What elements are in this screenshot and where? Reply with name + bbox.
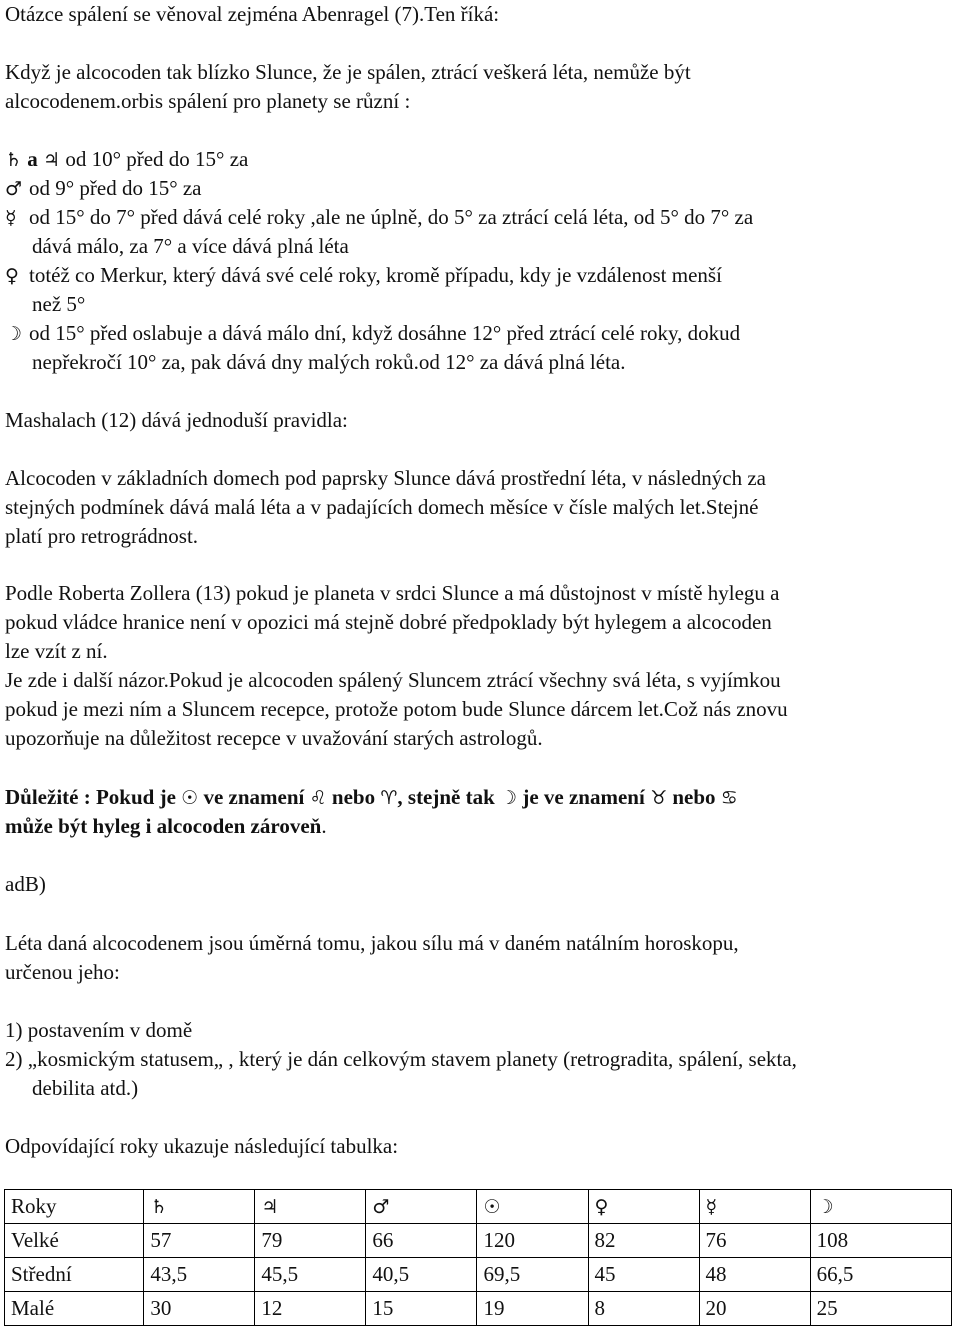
table-cell: 66: [366, 1224, 477, 1258]
list-item-continuation: debilita atd.): [32, 1076, 139, 1100]
paragraph-line: než 5°: [32, 292, 86, 316]
paragraph-line: Je zde i další názor.Pokud je alcocoden spálený Sluncem ztrácí všechny svá léta, s vyjímkou: [5, 668, 781, 692]
table-row: [5, 1224, 952, 1258]
mercury-icon: ☿: [5, 207, 17, 229]
paragraph-line: platí pro retrográdnost.: [5, 524, 199, 548]
taurus-icon: ♉: [650, 787, 668, 809]
paragraph-line: Odpovídající roky ukazuje následující tabulka:: [5, 1134, 399, 1158]
important-text: nebo: [667, 785, 721, 809]
rule-text: totéž co Merkur, který dává své celé roky, kromě případu, kdy je vzdálenost menší: [29, 263, 722, 287]
table-cell: 48: [699, 1258, 810, 1292]
sun-icon: ☉: [181, 787, 199, 809]
paragraph-line: Když je alcocoden tak blízko Slunce, že je spálen, ztrácí veškerá léta, nemůže být: [5, 60, 691, 84]
table-cell: 40,5: [366, 1258, 477, 1292]
table-cell: 108: [810, 1224, 951, 1258]
paragraph-line: nepřekročí 10° za, pak dává dny malých roků.od 12° za dává plná léta.: [32, 350, 626, 374]
important-note: [5, 783, 738, 813]
mars-icon: ♂: [366, 1190, 477, 1224]
paragraph-line: pokud vládce hranice není v opozici má stejně dobré předpoklady být hylegem a alcocoden: [5, 610, 772, 634]
rule-text: od 10° před do 15° za: [60, 147, 249, 171]
planet-rule-mars: [5, 174, 202, 204]
planet-rule-moon: [5, 319, 740, 349]
important-text: může být hyleg i alcocoden zároveň: [5, 814, 322, 838]
saturn-icon: ♄: [5, 149, 23, 171]
paragraph-line: lze vzít z ní.: [5, 639, 108, 663]
planet-rule-saturn-jupiter: [5, 145, 248, 175]
table-cell: 66,5: [810, 1258, 951, 1292]
planet-rule-venus: [5, 261, 722, 291]
table-cell: 43,5: [144, 1258, 255, 1292]
mars-icon: ♂: [5, 178, 23, 200]
moon-icon: ☽: [5, 323, 23, 345]
planet-rule-mercury: [5, 203, 753, 233]
years-table: [4, 1189, 952, 1326]
table-cell: 82: [588, 1224, 699, 1258]
paragraph-line: pokud je mezi ním a Sluncem recepce, protože potom bude Slunce dárcem let.Což nás znovu: [5, 697, 788, 721]
important-note-line2: [5, 812, 327, 841]
jupiter-icon: ♃: [43, 149, 61, 171]
important-text: Důležité : Pokud je: [5, 785, 182, 809]
aries-icon: ♈: [380, 787, 398, 809]
table-cell: 45: [588, 1258, 699, 1292]
venus-icon: ♀: [5, 265, 19, 287]
rule-text: od 15° před oslabuje a dává málo dní, když dosáhne 12° před ztrácí celé roky, dokud: [29, 321, 741, 345]
table-cell: 8: [588, 1292, 699, 1326]
paragraph-line: určenou jeho:: [5, 960, 120, 984]
moon-icon: ☽: [810, 1190, 951, 1224]
important-text: ve znamení: [198, 785, 310, 809]
paragraph-line: Léta daná alcocodenem jsou úměrná tomu, jakou sílu má v daném natálním horoskopu,: [5, 931, 739, 955]
table-cell: 69,5: [477, 1258, 588, 1292]
table-cell: Velké: [5, 1224, 144, 1258]
table-cell: Malé: [5, 1292, 144, 1326]
paragraph-line: Alcocoden v základních domech pod paprsky Slunce dává prostřední léta, v následných za: [5, 466, 766, 490]
table-header-row: [5, 1190, 952, 1224]
table-cell: 120: [477, 1224, 588, 1258]
paragraph-line: Podle Roberta Zollera (13) pokud je planeta v srdci Slunce a má důstojnost v místě hylegu a: [5, 581, 780, 605]
conjunction-word: a: [27, 147, 38, 171]
rule-text: od 15° do 7° před dává celé roky ,ale ne úplně, do 5° za ztrácí celá léta, od 5° do 7° za: [29, 205, 754, 229]
important-text: je ve znamení: [517, 785, 651, 809]
table-row: [5, 1292, 952, 1326]
table-cell: 19: [477, 1292, 588, 1326]
saturn-icon: ♄: [144, 1190, 255, 1224]
table-cell: 12: [255, 1292, 366, 1326]
paragraph-line: Otázce spálení se věnoval zejména Abenragel (7).Ten říká:: [5, 2, 500, 26]
mercury-icon: ☿: [699, 1190, 810, 1224]
table-header-cell: Roky: [5, 1190, 144, 1224]
table-cell: 45,5: [255, 1258, 366, 1292]
paragraph-line: stejných podmínek dává malá léta a v padajících domech měsíce v čísle malých let.Stejné: [5, 495, 759, 519]
paragraph-line: alcocodenem.orbis spálení pro planety se různí :: [5, 89, 411, 113]
table-cell: 30: [144, 1292, 255, 1326]
important-text: nebo: [326, 785, 381, 809]
jupiter-icon: ♃: [255, 1190, 366, 1224]
table-cell: Střední: [5, 1258, 144, 1292]
table-cell: 20: [699, 1292, 810, 1326]
table-cell: 15: [366, 1292, 477, 1326]
section-label: adB): [5, 872, 46, 896]
paragraph-line: Mashalach (12) dává jednoduší pravidla:: [5, 408, 348, 432]
table-cell: 25: [810, 1292, 951, 1326]
list-item: 2) „kosmickým statusem„ , který je dán celkovým stavem planety (retrogradita, spálení, sekta,: [5, 1047, 797, 1071]
list-item: 1) postavením v domě: [5, 1018, 193, 1042]
table-cell: 76: [699, 1224, 810, 1258]
leo-icon: ♌: [309, 787, 327, 809]
important-text: , stejně tak: [397, 785, 501, 809]
paragraph-line: dává málo, za 7° a více dává plná léta: [32, 234, 349, 258]
moon-icon: ☽: [500, 787, 518, 809]
table-row: [5, 1258, 952, 1292]
paragraph-line: upozorňuje na důležitost recepce v uvažování starých astrologů.: [5, 726, 543, 750]
important-text: .: [321, 814, 327, 838]
sun-icon: ☉: [477, 1190, 588, 1224]
cancer-icon: ♋: [720, 787, 738, 809]
table-cell: 57: [144, 1224, 255, 1258]
table-cell: 79: [255, 1224, 366, 1258]
rule-text: od 9° před do 15° za: [29, 176, 202, 200]
venus-icon: ♀: [588, 1190, 699, 1224]
